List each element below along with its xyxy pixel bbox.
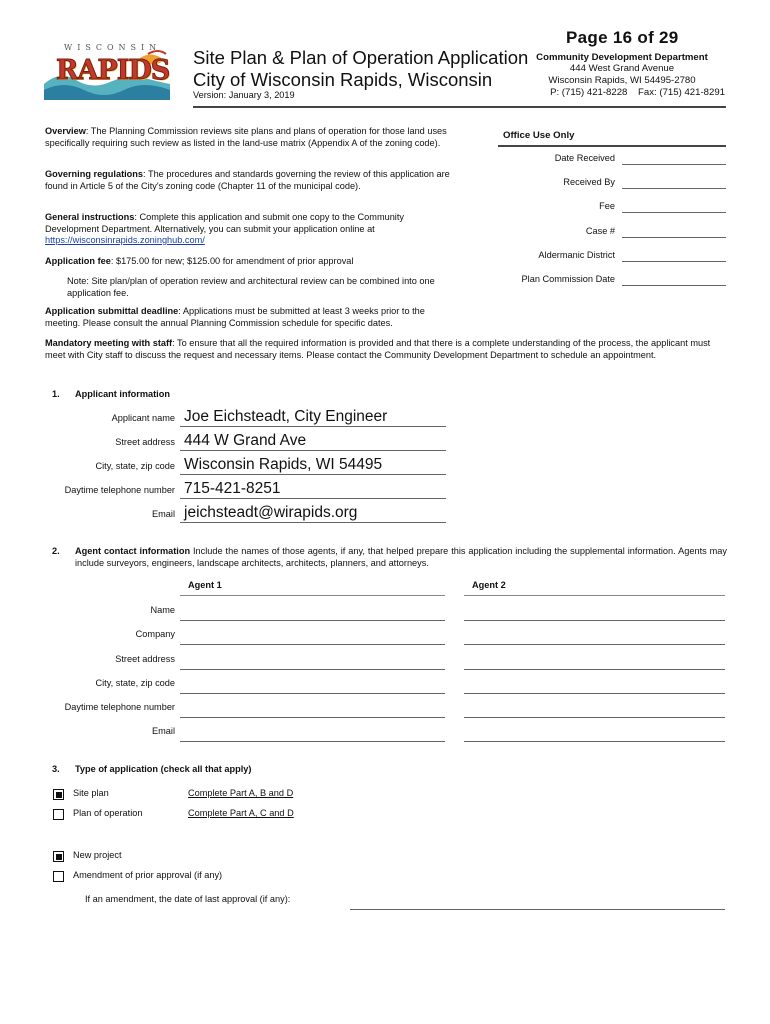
agent-field-label: Name	[150, 605, 175, 615]
zoninghub-link[interactable]: https://wisconsinrapids.zoninghub.com/	[45, 235, 205, 245]
agent1-field-line[interactable]	[180, 717, 445, 718]
office-field-label: Plan Commission Date	[521, 274, 615, 284]
mandatory-paragraph	[45, 338, 727, 361]
form-version: Version: January 3, 2019	[193, 90, 295, 100]
agent2-field-line[interactable]	[464, 644, 725, 645]
agent1-field-line[interactable]	[180, 741, 445, 742]
agent-header-divider1	[180, 595, 445, 596]
mandatory-text: : To ensure that all the required information is provided and that there is a complete understanding of the process, the applicant must meet with City staff to discuss the request and necessary items. Please contact the Community Development Department to schedule an appointment.	[45, 338, 711, 360]
office-field-line[interactable]	[622, 237, 726, 238]
section2-paragraph	[75, 546, 727, 569]
office-field-line[interactable]	[622, 285, 726, 286]
type-option-label: Amendment of prior approval (if any)	[73, 870, 223, 880]
applicant-field-line	[180, 474, 446, 475]
type-checkbox[interactable]	[53, 871, 64, 882]
agent2-field-line[interactable]	[464, 669, 725, 670]
office-field-line[interactable]	[622, 164, 726, 165]
applicant-field-value[interactable]: 444 W Grand Ave	[184, 432, 307, 449]
office-field-line[interactable]	[622, 261, 726, 262]
form-title-line2: City of Wisconsin Rapids, Wisconsin	[193, 69, 493, 90]
deadline-text: : Applications must be submitted at least 3 weeks prior to the meeting. Please consult the annual Planning Commission schedule for specific dates.	[45, 306, 425, 328]
agent2-field-line[interactable]	[464, 693, 725, 694]
agent-header-divider2	[464, 595, 725, 596]
applicant-field-label: Applicant name	[111, 413, 175, 423]
agent1-field-line[interactable]	[180, 693, 445, 694]
agent-field-label: Email	[152, 726, 175, 736]
section2-text: Include the names of those agents, if any, that helped prepare this application including the supplemental information. Agents may include surveyors, engineers, landscape architects, architects, planners, and attorneys.	[75, 546, 727, 568]
overview-text: : The Planning Commission reviews site plans and plans of operation for those land uses specifically requiring such review as listed in the land-use matrix (Appendix A of the zoning code).	[45, 126, 447, 148]
applicant-field-line	[180, 426, 446, 427]
office-field-label: Fee	[599, 201, 615, 211]
deadline-label: Application submittal deadline	[45, 306, 179, 316]
agent1-header: Agent 1	[188, 580, 222, 590]
agent-field-label: City, state, zip code	[95, 678, 175, 688]
agent-field-label: Company	[135, 629, 175, 639]
section3-number: 3.	[52, 764, 60, 774]
applicant-field-line	[180, 498, 446, 499]
section1-number: 1.	[52, 389, 60, 399]
applicant-field-value[interactable]: 715-421-8251	[184, 480, 281, 497]
fee-label: Application fee	[45, 256, 111, 266]
governing-text: : The procedures and standards governing the review of this application are found in Article 5 of the City's zoning code (Chapter 11 of the municipal code).	[45, 169, 450, 191]
agent1-field-line[interactable]	[180, 620, 445, 621]
header-divider	[193, 106, 726, 108]
mandatory-label: Mandatory meeting with staff	[45, 338, 173, 348]
agent2-field-line[interactable]	[464, 717, 725, 718]
section1-title: Applicant information	[75, 389, 170, 399]
applicant-field-label: Email	[152, 509, 175, 519]
applicant-field-label: Street address	[115, 437, 175, 447]
page-number: Page 16 of 29	[566, 28, 679, 47]
overview-paragraph	[45, 126, 450, 149]
agent2-field-line[interactable]	[464, 741, 725, 742]
dept-address2: Wisconsin Rapids, WI 54495-2780	[548, 75, 696, 86]
dept-phone: P: (715) 421-8228 Fax: (715) 421-8291	[550, 87, 725, 98]
office-use-divider	[498, 145, 726, 147]
fee-text: : $175.00 for new; $125.00 for amendment of prior approval	[110, 256, 354, 266]
form-title-line1: Site Plan & Plan of Operation Application	[193, 47, 529, 68]
applicant-field-line	[180, 522, 446, 523]
city-logo	[40, 40, 172, 104]
dept-name: Community Development Department	[536, 52, 708, 63]
applicant-field-value[interactable]: jeichsteadt@wirapids.org	[184, 504, 358, 521]
deadline-paragraph	[45, 306, 455, 329]
logo-main-text: RAPIDS	[56, 55, 170, 86]
office-field-label: Aldermanic District	[538, 250, 615, 260]
type-checkbox[interactable]	[53, 789, 64, 800]
general-paragraph	[45, 212, 450, 247]
applicant-field-value[interactable]: Joe Eichsteadt, City Engineer	[184, 408, 388, 425]
office-field-label: Received By	[563, 177, 615, 187]
applicant-field-line	[180, 450, 446, 451]
type-option-label: Plan of operation	[73, 808, 143, 818]
office-use-title: Office Use Only	[503, 130, 575, 141]
type-checkbox[interactable]	[53, 809, 64, 820]
dept-address1: 444 West Grand Avenue	[569, 63, 675, 74]
section2-title: Agent contact information	[75, 546, 191, 556]
section3-title: Type of application (check all that apply)	[75, 764, 252, 774]
type-option-note: Complete Part A, C and D	[188, 808, 294, 818]
type-checkbox[interactable]	[53, 851, 64, 862]
fee-paragraph	[45, 256, 465, 268]
fee-note: Note: Site plan/plan of operation review and architectural review can be combined into one application fee.	[67, 276, 435, 298]
applicant-field-label: City, state, zip code	[95, 461, 175, 471]
agent1-field-line[interactable]	[180, 644, 445, 645]
type-option-label: New project	[73, 850, 122, 860]
agent2-header: Agent 2	[472, 580, 506, 590]
applicant-field-label: Daytime telephone number	[64, 485, 175, 495]
amendment-date-label: If an amendment, the date of last approval (if any):	[85, 894, 291, 904]
governing-paragraph	[45, 169, 450, 192]
governing-label: Governing regulations	[45, 169, 144, 179]
overview-label: Overview	[45, 126, 86, 136]
section2-number: 2.	[52, 546, 60, 556]
general-text: : Complete this application and submit one copy to the Community Development Department. Alternatively, you can submit your application online at	[45, 212, 404, 234]
agent1-field-line[interactable]	[180, 669, 445, 670]
agent-field-label: Street address	[115, 654, 175, 664]
office-field-line[interactable]	[622, 188, 726, 189]
office-field-label: Date Received	[554, 153, 615, 163]
type-option-note: Complete Part A, B and D	[188, 788, 294, 798]
general-label: General instructions	[45, 212, 135, 222]
type-option-label: Site plan	[73, 788, 109, 798]
amendment-date-field[interactable]	[350, 909, 725, 910]
logo-top-text: WISCONSIN	[64, 43, 162, 52]
office-field-line[interactable]	[622, 212, 726, 213]
applicant-field-value[interactable]: Wisconsin Rapids, WI 54495	[184, 456, 383, 473]
agent2-field-line[interactable]	[464, 620, 725, 621]
agent-field-label: Daytime telephone number	[64, 702, 175, 712]
office-field-label: Case #	[585, 226, 615, 236]
